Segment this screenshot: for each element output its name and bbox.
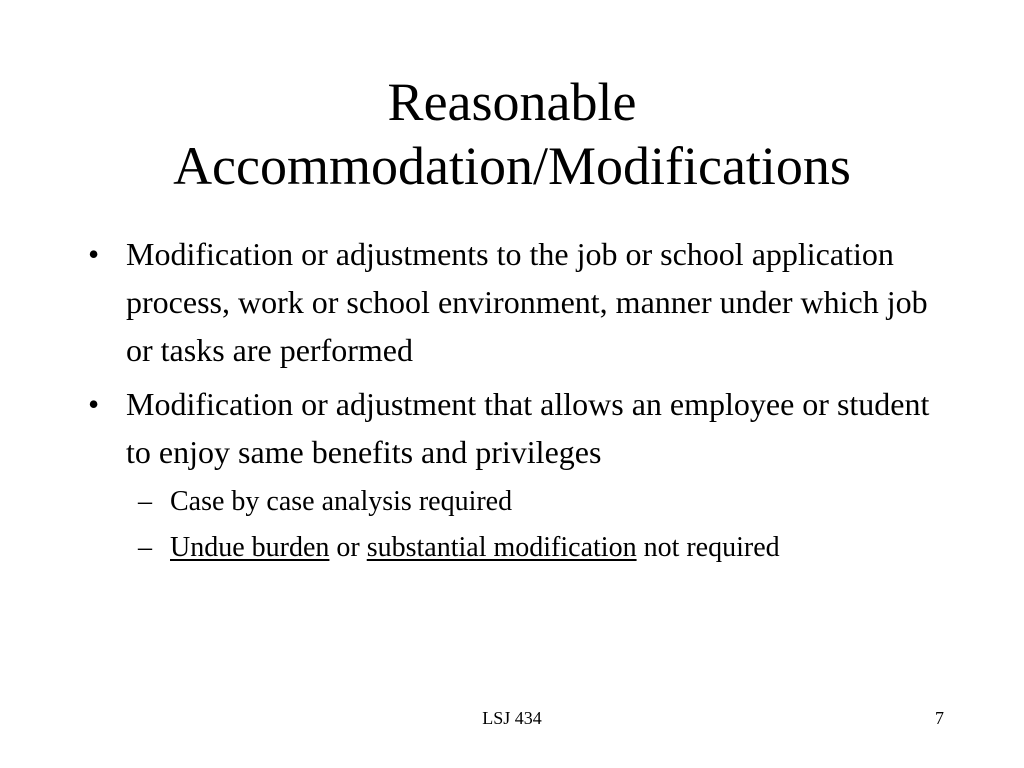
slide-title <box>0 70 1024 198</box>
bullet-text: Modification or adjustments to the job or school application process, work or school environment, manner under which job or tasks are performed <box>126 236 928 368</box>
bullet-item-2 <box>82 380 962 476</box>
undue-burden-text: Undue burden <box>170 532 330 563</box>
slide-body <box>82 230 962 574</box>
footer-page-number: 7 <box>935 708 944 728</box>
slide-title-line-1: Reasonable <box>387 72 637 132</box>
bullet-item-1 <box>82 230 962 374</box>
bullet-marker: • <box>88 236 100 272</box>
sub-bullet-item-1 <box>82 482 962 522</box>
sub-bullet-marker: – <box>138 486 152 517</box>
bullet-marker: • <box>88 386 100 422</box>
sub-bullet-text: Case by case analysis required <box>170 486 513 517</box>
sub-bullet-item-2 <box>82 528 962 568</box>
substantial-modification-text: substantial modification <box>366 532 637 563</box>
sub-bullet-marker: – <box>138 532 152 563</box>
slide-title-line-2: Accommodation/Modifications <box>173 136 851 196</box>
connector-text: or <box>329 532 367 563</box>
bullet-text: Modification or adjustment that allows an employee or student to enjoy same benefits and privileges <box>126 386 930 470</box>
not-required-text: not required <box>636 532 780 563</box>
footer-course: LSJ 434 <box>482 708 542 728</box>
